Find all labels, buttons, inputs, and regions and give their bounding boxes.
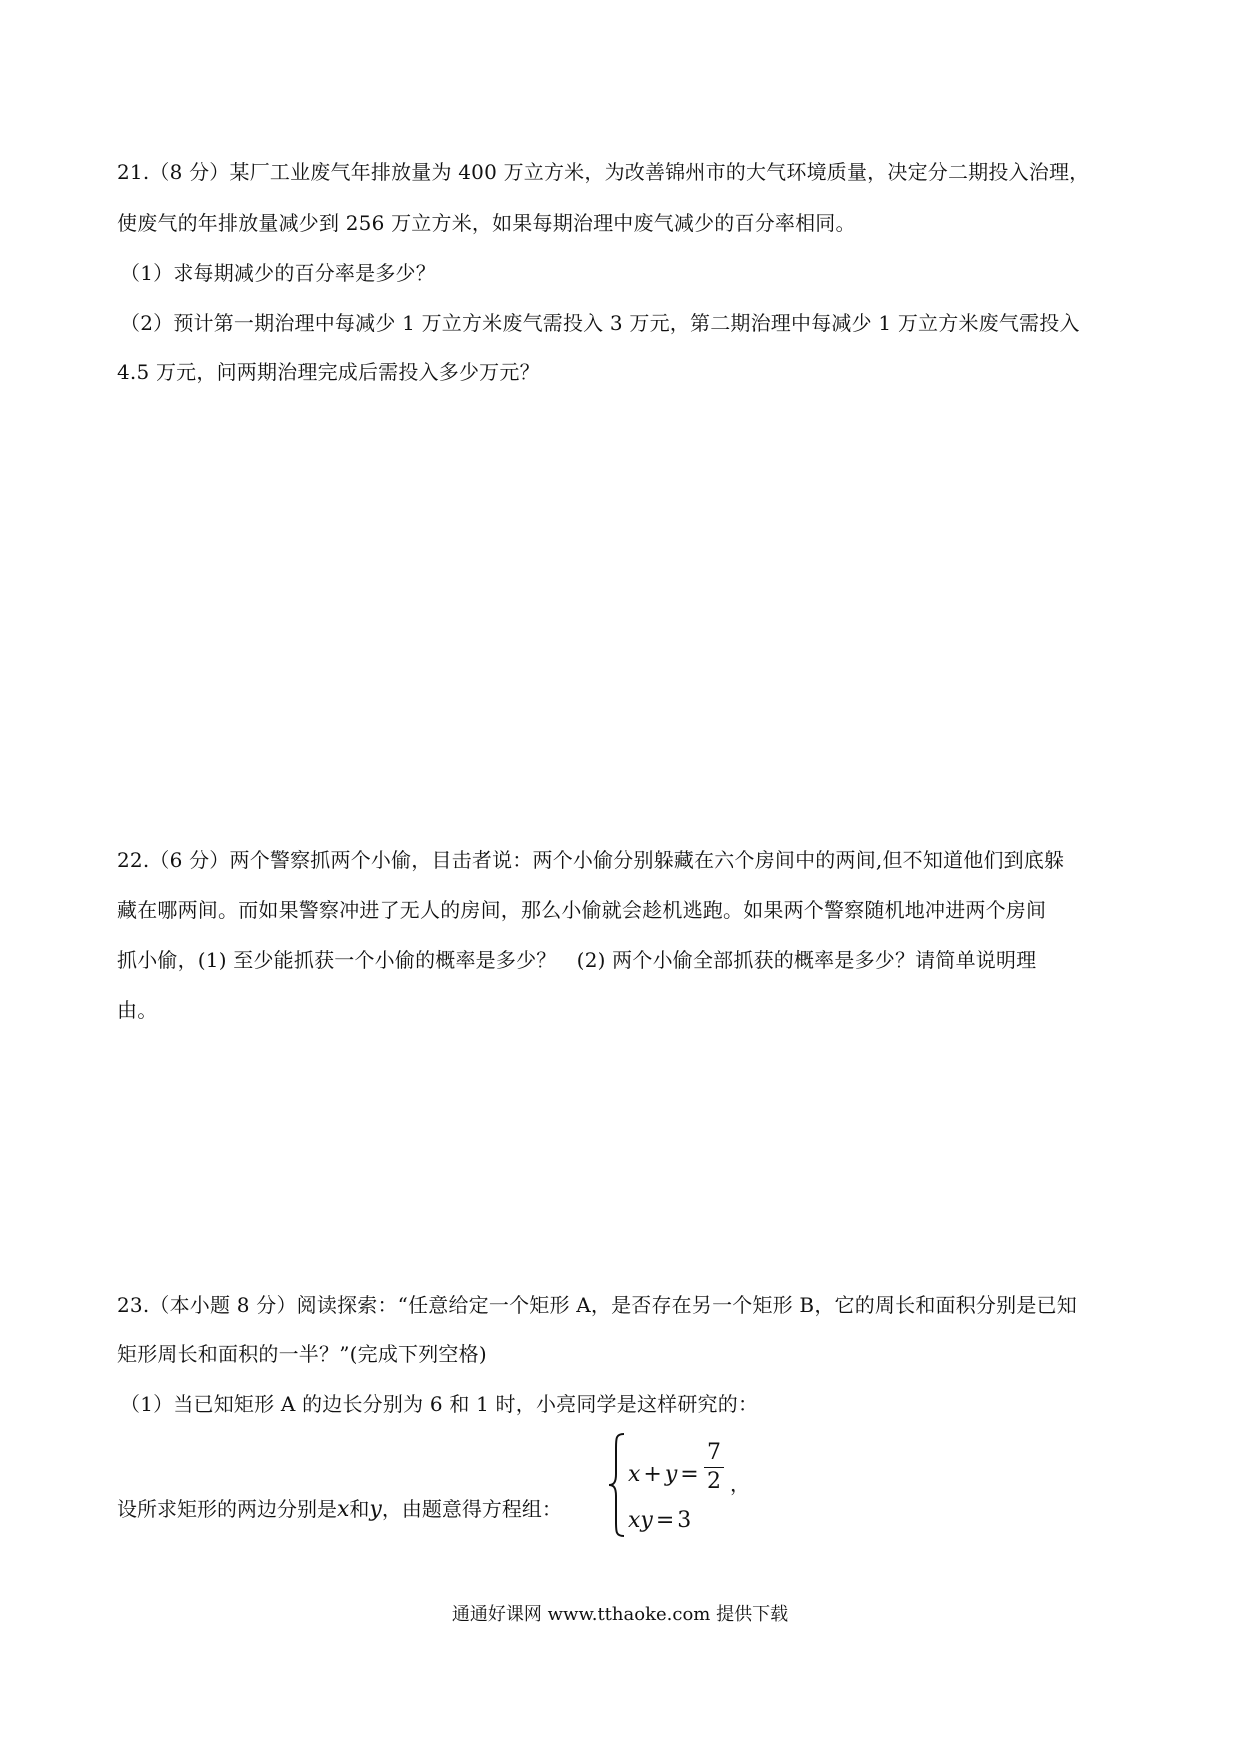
fraction-bar xyxy=(704,1467,724,1468)
equation-system xyxy=(606,1430,750,1540)
var-y: y xyxy=(369,1497,382,1522)
q22-line-3: 抓小偷，(1) 至少能抓获一个小偷的概率是多少？ (2) 两个小偷全部抓获的概率是多少？请简单说明理 xyxy=(117,948,1037,972)
q21-part-1: （1）求每期减少的百分率是多少？ xyxy=(120,261,436,285)
fraction-denominator: 2 xyxy=(707,1469,721,1494)
q23-equation-intro xyxy=(117,1495,562,1524)
fraction-seven-halves xyxy=(704,1440,724,1495)
q21-line-1: 21.（8 分）某厂工业废气年排放量为 400 万立方米，为改善锦州市的大气环境质量，决定分二期投入治理， xyxy=(117,160,1090,184)
left-brace-icon xyxy=(606,1430,628,1540)
q23-part-1: （1）当已知矩形 A 的边长分别为 6 和 1 时，小亮同学是这样研究的： xyxy=(120,1392,759,1416)
eq1-equals: = xyxy=(680,1462,699,1487)
eq1-var-x: x xyxy=(628,1462,641,1487)
eq1-plus: + xyxy=(643,1462,662,1487)
q23-line-1: 23.（本小题 8 分）阅读探索：“任意给定一个矩形 A，是否存在另一个矩形 B，它的周长和面积分别是已知 xyxy=(117,1293,1077,1317)
q21-part-2: （2）预计第一期治理中每减少 1 万立方米废气需投入 3 万元，第二期治理中每减少 1 万立方米废气需投入 xyxy=(120,311,1080,335)
eq-intro-text-b: ，由题意得方程组： xyxy=(381,1497,562,1521)
q21-line-2: 使废气的年排放量减少到 256 万立方米，如果每期治理中废气减少的百分率相同。 xyxy=(117,211,856,235)
eq2-var-xy: xy xyxy=(628,1508,653,1533)
q22-line-2: 藏在哪两间。而如果警察冲进了无人的房间，那么小偷就会趁机逃跑。如果两个警察随机地冲进两个房间 xyxy=(117,898,1047,922)
q23-line-2: 矩形周长和面积的一半？”(完成下列空格) xyxy=(117,1342,487,1366)
q21-line-5: 4.5 万元，问两期治理完成后需投入多少万元？ xyxy=(117,360,540,384)
fraction-numerator: 7 xyxy=(707,1440,721,1465)
conjunction: 和 xyxy=(349,1497,370,1521)
eq-intro-text-a: 设所求矩形的两边分别是 xyxy=(117,1497,337,1521)
q22-line-1: 22.（6 分）两个警察抓两个小偷，目击者说：两个小偷分别躲藏在六个房间中的两间,但不知道他们到底躲 xyxy=(117,848,1065,872)
eq1-var-y: y xyxy=(664,1462,678,1487)
equation-2 xyxy=(628,1508,691,1533)
eq1-comma: ， xyxy=(730,1472,750,1496)
var-x: x xyxy=(337,1497,350,1522)
page-footer: 通通好课网 www.tthaoke.com 提供下载 xyxy=(451,1604,789,1625)
eq2-value: 3 xyxy=(677,1508,692,1533)
eq2-equals: = xyxy=(655,1508,675,1533)
equation-1 xyxy=(628,1462,702,1487)
q22-line-4: 由。 xyxy=(117,998,158,1022)
